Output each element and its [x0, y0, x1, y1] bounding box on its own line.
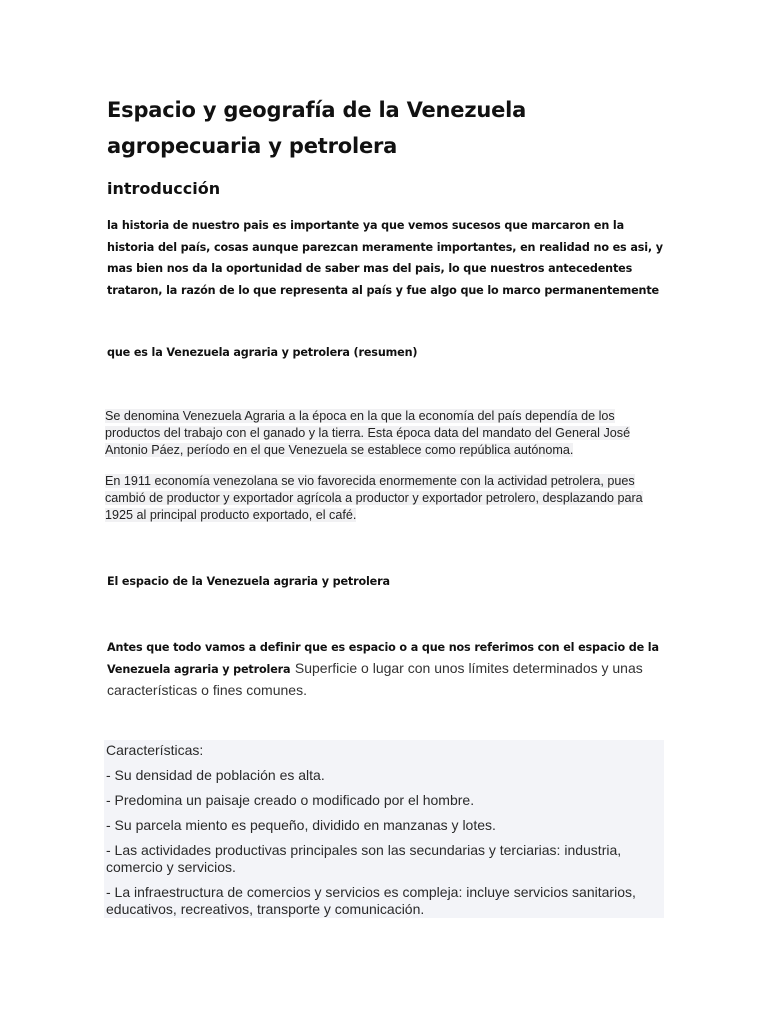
characteristic-item: - La infraestructura de comercios y servicios es compleja: incluye servicios sanitarios, educativos, recreativos, transporte y comunicación.: [106, 884, 636, 917]
summary-paragraph-petrolera-text: En 1911 economía venezolana se vio favorecida enormemente con la actividad petrolera, pues cambió de productor y exportador agrícola a productor y exportador petrolero, desplazando para 1925 al principal producto exportado, el café.: [105, 474, 643, 522]
intro-paragraph: la historia de nuestro pais es importante ya que vemos sucesos que marcaron en la historia del país, cosas aunque parezcan meramente importantes, en realidad no es asi, y mas bien nos da la oportunidad de saber mas del pais, lo que nuestros antecedentes trataron, la razón de lo que representa al país y fue algo que lo marco permanentemente: [107, 219, 663, 297]
characteristic-item: - Su densidad de población es alta.: [106, 767, 325, 783]
document-title: Espacio y geografía de la Venezuela agropecuaria y petrolera: [107, 98, 527, 158]
characteristic-item: - Su parcela miento es pequeño, dividido en manzanas y lotes.: [106, 817, 496, 833]
characteristics-title: Características:: [106, 742, 204, 758]
summary-paragraph-petrolera: [105, 473, 645, 524]
definition-text: Superficie o lugar con unos límites determinados y unas características o fines comunes.: [107, 660, 643, 698]
section-heading-espacio: El espacio de la Venezuela agraria y petrolera: [107, 575, 390, 588]
section-heading-summary: que es la Venezuela agraria y petrolera (resumen): [107, 346, 418, 359]
characteristic-item: - Las actividades productivas principales son las secundarias y terciarias: industria, comercio y servicios.: [106, 842, 622, 875]
characteristics-block: [104, 740, 664, 918]
definition-intro: Antes que todo vamos a definir que es espacio o a que nos referimos con el espacio de la Venezuela agraria y petrolera: [107, 641, 659, 676]
definition-paragraph: [107, 636, 667, 701]
characteristic-item: - Predomina un paisaje creado o modificado por el hombre.: [106, 792, 475, 808]
summary-paragraph-agraria: [105, 408, 645, 459]
intro-heading: introducción: [107, 179, 221, 198]
summary-paragraph-agraria-text: Se denomina Venezuela Agraria a la época en la que la economía del país dependía de los productos del trabajo con el ganado y la tierra. Esta época data del mandato del General José Antonio Páez, período en el que Venezuela se establece como república autónoma.: [105, 409, 631, 457]
